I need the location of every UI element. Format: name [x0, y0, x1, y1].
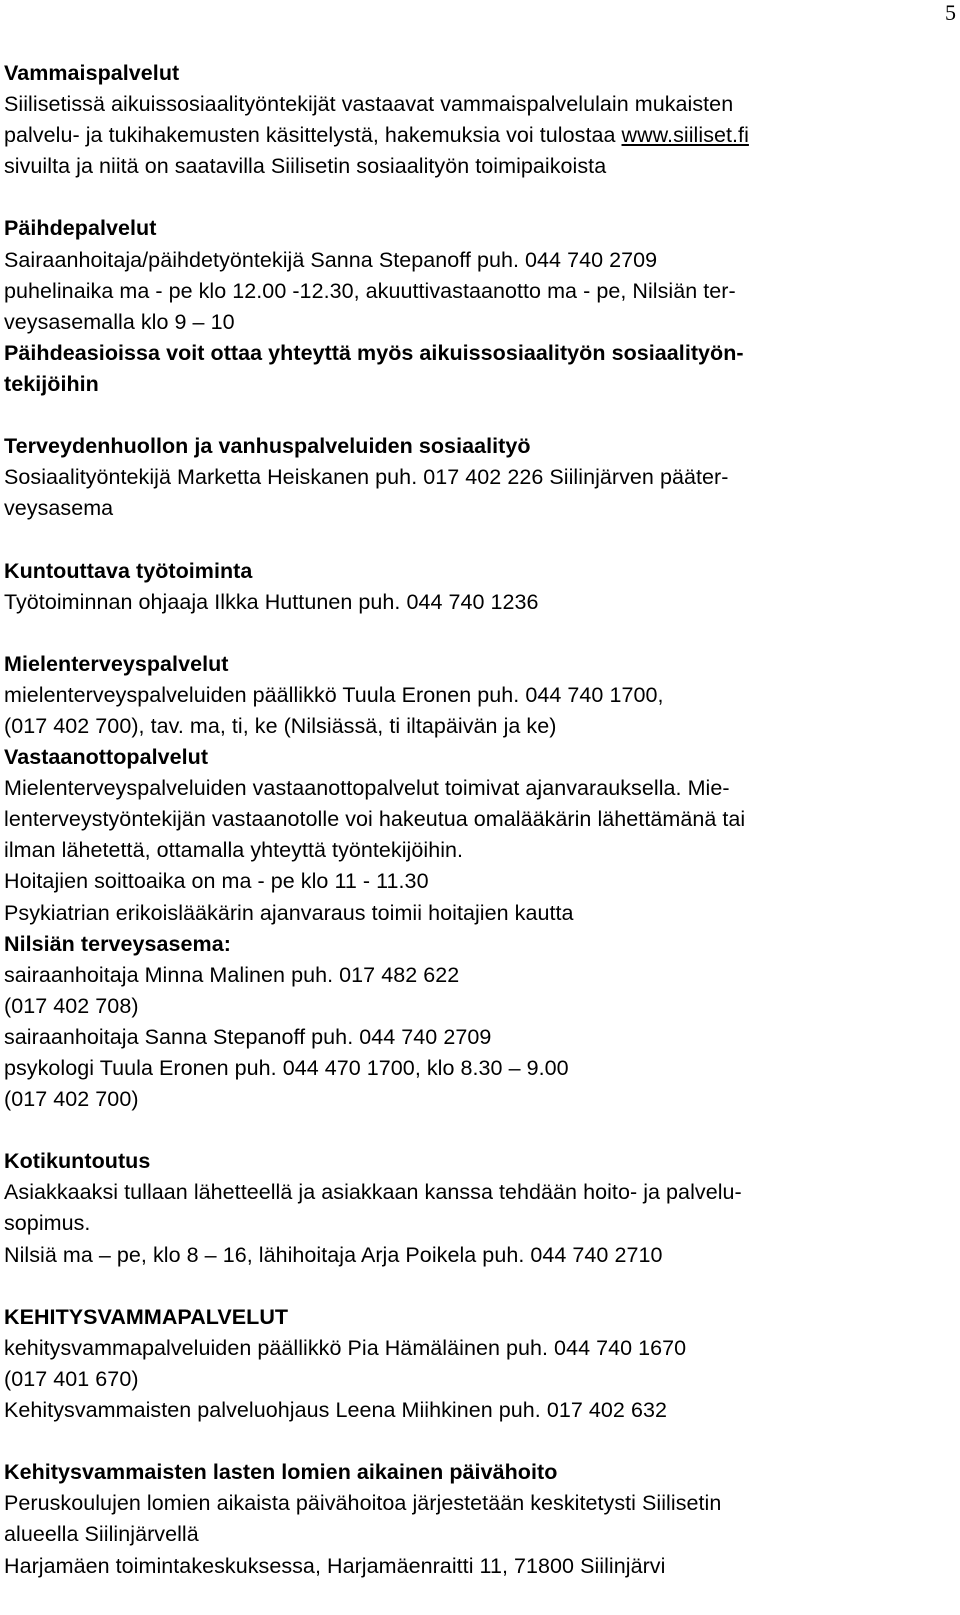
spacer [4, 400, 934, 431]
paragraph-line: sairaanhoitaja Sanna Stepanoff puh. 044 740 2709 [4, 1024, 492, 1049]
paragraph-text: palvelu- ja tukihakemusten käsittelystä, hakemuksia voi tulostaa [4, 123, 622, 148]
paragraph-line: Sosiaalityöntekijä Marketta Heiskanen puh. 017 402 226 Siilinjärven pääter- [4, 465, 729, 490]
paragraph-line: Kehitysvammaisten palveluohjaus Leena Miihkinen puh. 017 402 632 [4, 1398, 667, 1423]
document-body [4, 58, 934, 1582]
paragraph-line: Mielenterveyspalveluiden vastaanottopalvelut toimivat ajanvarauksella. Mie- [4, 776, 730, 801]
page-number: 5 [945, 0, 956, 25]
spacer [4, 618, 934, 649]
spacer [4, 1426, 934, 1457]
section-heading: Kotikuntoutus [4, 1149, 151, 1174]
section-heading: KEHITYSVAMMAPALVELUT [4, 1304, 289, 1329]
spacer [4, 1271, 934, 1302]
paragraph-line: (017 402 700) [4, 1087, 139, 1112]
paragraph-line: Hoitajien soittoaika on ma - pe klo 11 - 11.30 [4, 869, 429, 894]
section-kotikuntoutus [4, 1146, 934, 1270]
paragraph-line: alueella Siilinjärvellä [4, 1522, 199, 1547]
paragraph-line: sairaanhoitaja Minna Malinen puh. 017 482 622 [4, 962, 460, 987]
paragraph-line: kehitysvammapalveluiden päällikkö Pia Hämäläinen puh. 044 740 1670 [4, 1335, 687, 1360]
section-heading: Päihdepalvelut [4, 216, 157, 241]
section-mielenterveyspalvelut [4, 649, 934, 1115]
bold-note-line: tekijöihin [4, 371, 99, 396]
paragraph-line: Työtoiminnan ohjaaja Ilkka Huttunen puh. 044 740 1236 [4, 589, 539, 614]
paragraph-line: puhelinaika ma - pe klo 12.00 -12.30, akuuttivastaanotto ma - pe, Nilsiän ter- [4, 278, 736, 303]
section-paihdepalvelut [4, 213, 934, 400]
paragraph-line: sopimus. [4, 1211, 91, 1236]
paragraph-line: mielenterveyspalveluiden päällikkö Tuula Eronen puh. 044 740 1700, [4, 682, 664, 707]
paragraph-line: ilman lähetettä, ottamalla yhteyttä työntekijöihin. [4, 838, 464, 863]
spacer [4, 524, 934, 555]
paragraph-line: veysasemalla klo 9 – 10 [4, 309, 235, 334]
section-kuntouttava-tyotoiminta [4, 556, 934, 618]
paragraph-line [4, 120, 934, 151]
paragraph-line: (017 402 708) [4, 993, 139, 1018]
paragraph-line: veysasema [4, 496, 114, 521]
section-terveydenhuolto [4, 431, 934, 524]
section-lomien-paivahoito [4, 1457, 934, 1581]
spacer [4, 182, 934, 213]
paragraph-line: sivuilta ja niitä on saatavilla Siilisetin sosiaalityön toimipaikoista [4, 154, 607, 179]
section-heading: Vammaispalvelut [4, 61, 180, 85]
spacer [4, 1115, 934, 1146]
paragraph-line: Sairaanhoitaja/päihdetyöntekijä Sanna Stepanoff puh. 044 740 2709 [4, 247, 658, 272]
section-vammaispalvelut [4, 58, 934, 182]
paragraph-line: lenterveystyöntekijän vastaanotolle voi hakeutua omalääkärin lähettämänä tai [4, 807, 746, 832]
website-link[interactable]: www.siiliset.fi [621, 123, 749, 148]
paragraph-line: (017 401 670) [4, 1366, 139, 1391]
paragraph-line: Psykiatrian erikoislääkärin ajanvaraus toimii hoitajien kautta [4, 900, 574, 925]
section-heading: Kuntouttava työtoiminta [4, 558, 253, 583]
bold-note-line: Päihdeasioissa voit ottaa yhteyttä myös aikuissosiaalityön sosiaalityön- [4, 340, 744, 365]
paragraph-line: (017 402 700), tav. ma, ti, ke (Nilsiässä, ti iltapäivän ja ke) [4, 713, 557, 738]
subsection-heading: Nilsiän terveysasema: [4, 931, 231, 956]
paragraph-line: Nilsiä ma – pe, klo 8 – 16, lähihoitaja Arja Poikela puh. 044 740 2710 [4, 1242, 663, 1267]
section-heading: Mielenterveyspalvelut [4, 651, 229, 676]
section-heading: Terveydenhuollon ja vanhuspalveluiden sosiaalityö [4, 434, 531, 459]
paragraph-line: Peruskoulujen lomien aikaista päivähoitoa järjestetään keskitetysti Siilisetin [4, 1491, 722, 1516]
subsection-heading: Vastaanottopalvelut [4, 745, 209, 770]
paragraph-line: Siilisetissä aikuissosiaalityöntekijät vastaavat vammaispalvelulain mukaisten [4, 92, 734, 117]
paragraph-line: psykologi Tuula Eronen puh. 044 470 1700, klo 8.30 – 9.00 [4, 1056, 569, 1080]
section-kehitysvammapalvelut [4, 1302, 934, 1426]
paragraph-line: Asiakkaaksi tullaan lähetteellä ja asiakkaan kanssa tehdään hoito- ja palvelu- [4, 1180, 742, 1205]
paragraph-line: Harjamäen toimintakeskuksessa, Harjamäenraitti 11, 71800 Siilinjärvi [4, 1553, 666, 1578]
section-heading: Kehitysvammaisten lasten lomien aikainen päivähoito [4, 1460, 558, 1485]
